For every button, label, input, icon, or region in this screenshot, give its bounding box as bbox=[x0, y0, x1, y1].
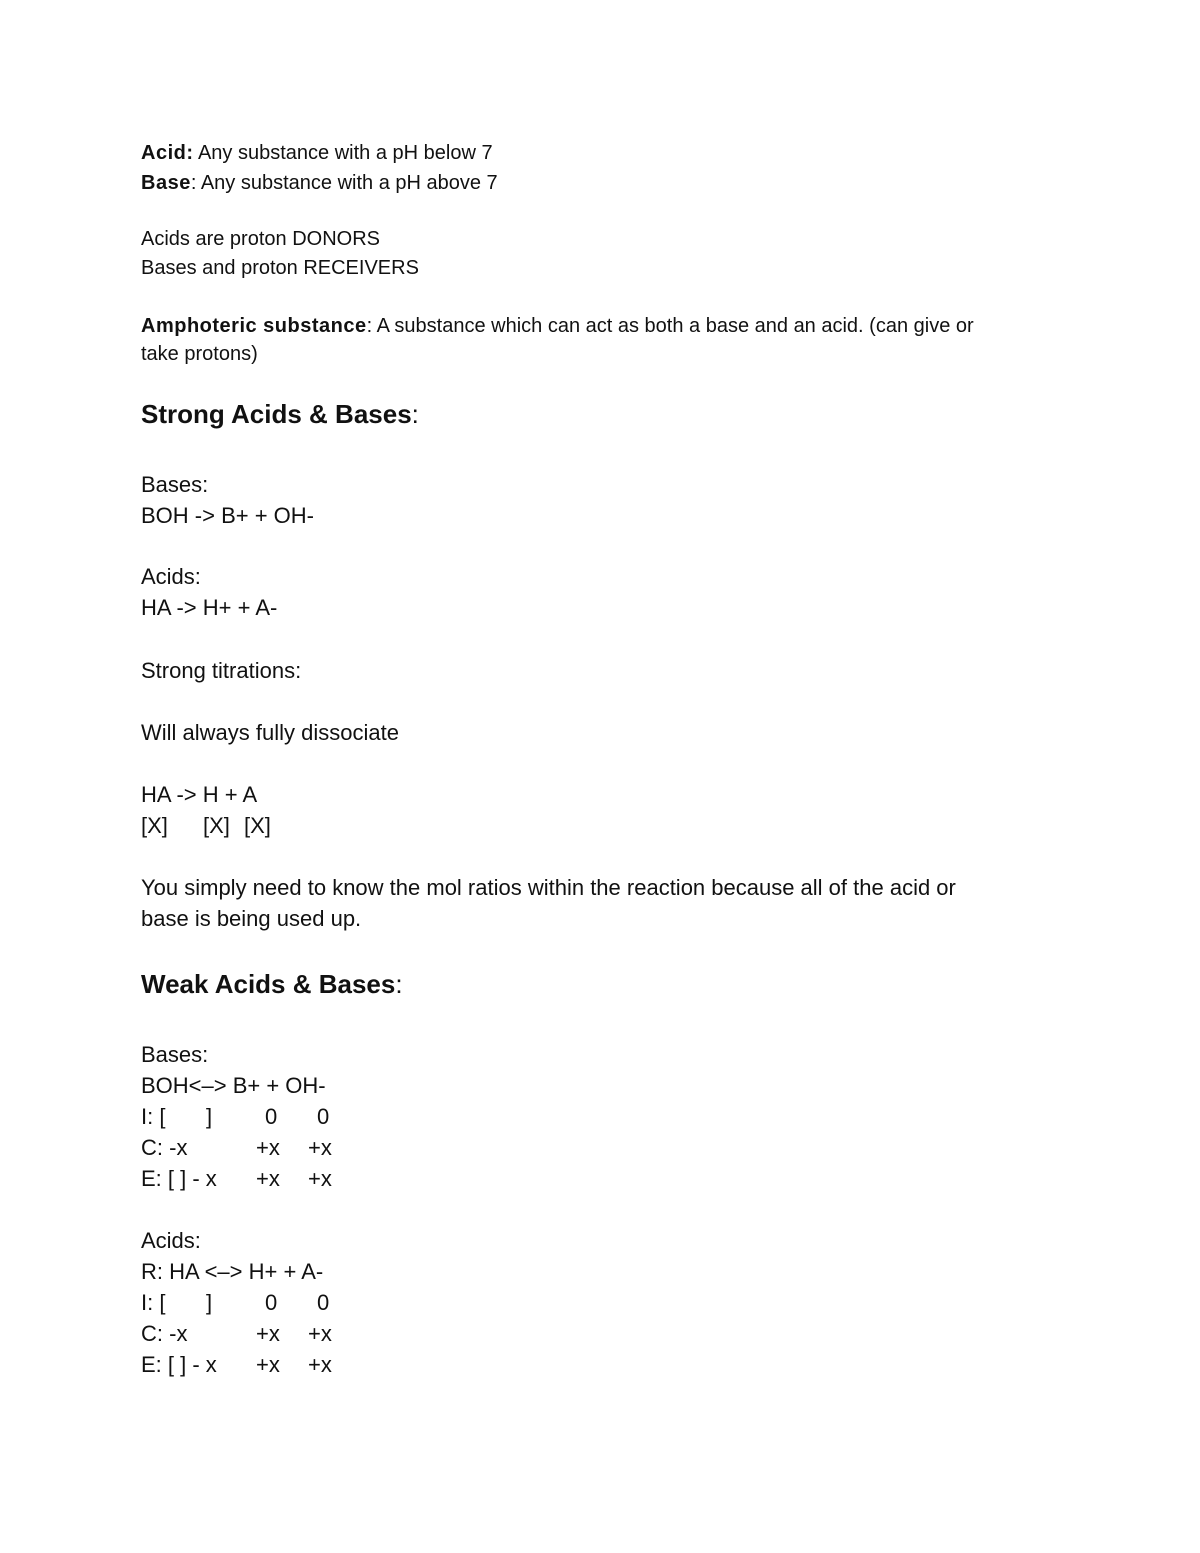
base-term: Base bbox=[141, 172, 191, 194]
bases-receivers: Bases and proton RECEIVERS bbox=[141, 257, 419, 279]
weak-acids-equation: R: HA <–> H+ + A- bbox=[141, 1259, 324, 1284]
acid-def: Any substance with a pH below 7 bbox=[193, 142, 493, 164]
concentration-ha: [X] bbox=[141, 813, 168, 838]
mol-ratio-note-1: You simply need to know the mol ratios within the reaction because all of the acid or bbox=[141, 875, 956, 900]
concentration-a: [X] bbox=[244, 813, 271, 838]
amphoteric-def-cont: take protons) bbox=[141, 343, 258, 365]
weak-heading bbox=[141, 971, 403, 997]
weak-bases-equation: BOH<–> B+ + OH- bbox=[141, 1073, 326, 1098]
ice-cell: E: [ ] - x bbox=[141, 1166, 217, 1191]
acid-term: Acid: bbox=[141, 142, 194, 164]
ice-cell: +x bbox=[308, 1166, 332, 1191]
ice-cell: +x bbox=[256, 1352, 280, 1377]
strong-bases-equation: BOH -> B+ + OH- bbox=[141, 503, 314, 528]
strong-heading bbox=[141, 401, 419, 427]
strong-titrations: Strong titrations: bbox=[141, 658, 302, 683]
weak-acids-label: Acids: bbox=[141, 1228, 201, 1253]
ice-cell: 0 bbox=[317, 1290, 330, 1315]
ice-cell: 0 bbox=[317, 1104, 330, 1129]
ice-cell: I: [ bbox=[141, 1104, 166, 1129]
ice-cell: 0 bbox=[265, 1104, 278, 1129]
amphoteric-definition bbox=[141, 316, 974, 336]
ice-cell: C: -x bbox=[141, 1321, 188, 1346]
concentration-h: [X] bbox=[203, 813, 230, 838]
strong-acids-label: Acids: bbox=[141, 564, 201, 589]
ice-cell: +x bbox=[308, 1352, 332, 1377]
mol-ratio-note-2: base is being used up. bbox=[141, 906, 362, 931]
ice-cell: +x bbox=[256, 1321, 280, 1346]
ice-cell: +x bbox=[308, 1321, 332, 1346]
heading-colon: : bbox=[395, 969, 403, 999]
ice-cell: E: [ ] - x bbox=[141, 1352, 217, 1377]
strong-heading-text: Strong Acids & Bases bbox=[141, 399, 412, 429]
amphoteric-def: : A substance which can act as both a base and an acid. (can give or bbox=[366, 315, 974, 337]
acids-donors: Acids are proton DONORS bbox=[141, 228, 380, 250]
ice-cell: ] bbox=[206, 1290, 213, 1315]
base-definition bbox=[141, 173, 498, 193]
ice-cell: +x bbox=[256, 1166, 280, 1191]
strong-acids-equation: HA -> H+ + A- bbox=[141, 595, 278, 620]
ice-cell: I: [ bbox=[141, 1290, 166, 1315]
ice-cell: ] bbox=[206, 1104, 213, 1129]
ice-cell: +x bbox=[308, 1135, 332, 1160]
amphoteric-term: Amphoteric substance bbox=[141, 315, 367, 337]
strong-reaction: HA -> H + A bbox=[141, 782, 258, 807]
weak-bases-label: Bases: bbox=[141, 1042, 209, 1067]
ice-cell: 0 bbox=[265, 1290, 278, 1315]
ice-cell: +x bbox=[256, 1135, 280, 1160]
ice-cell: C: -x bbox=[141, 1135, 188, 1160]
strong-bases-label: Bases: bbox=[141, 472, 209, 497]
heading-colon: : bbox=[411, 399, 419, 429]
fully-dissociate: Will always fully dissociate bbox=[141, 720, 399, 745]
acid-definition bbox=[141, 143, 493, 163]
base-def: : Any substance with a pH above 7 bbox=[190, 172, 498, 194]
weak-heading-text: Weak Acids & Bases bbox=[141, 969, 396, 999]
